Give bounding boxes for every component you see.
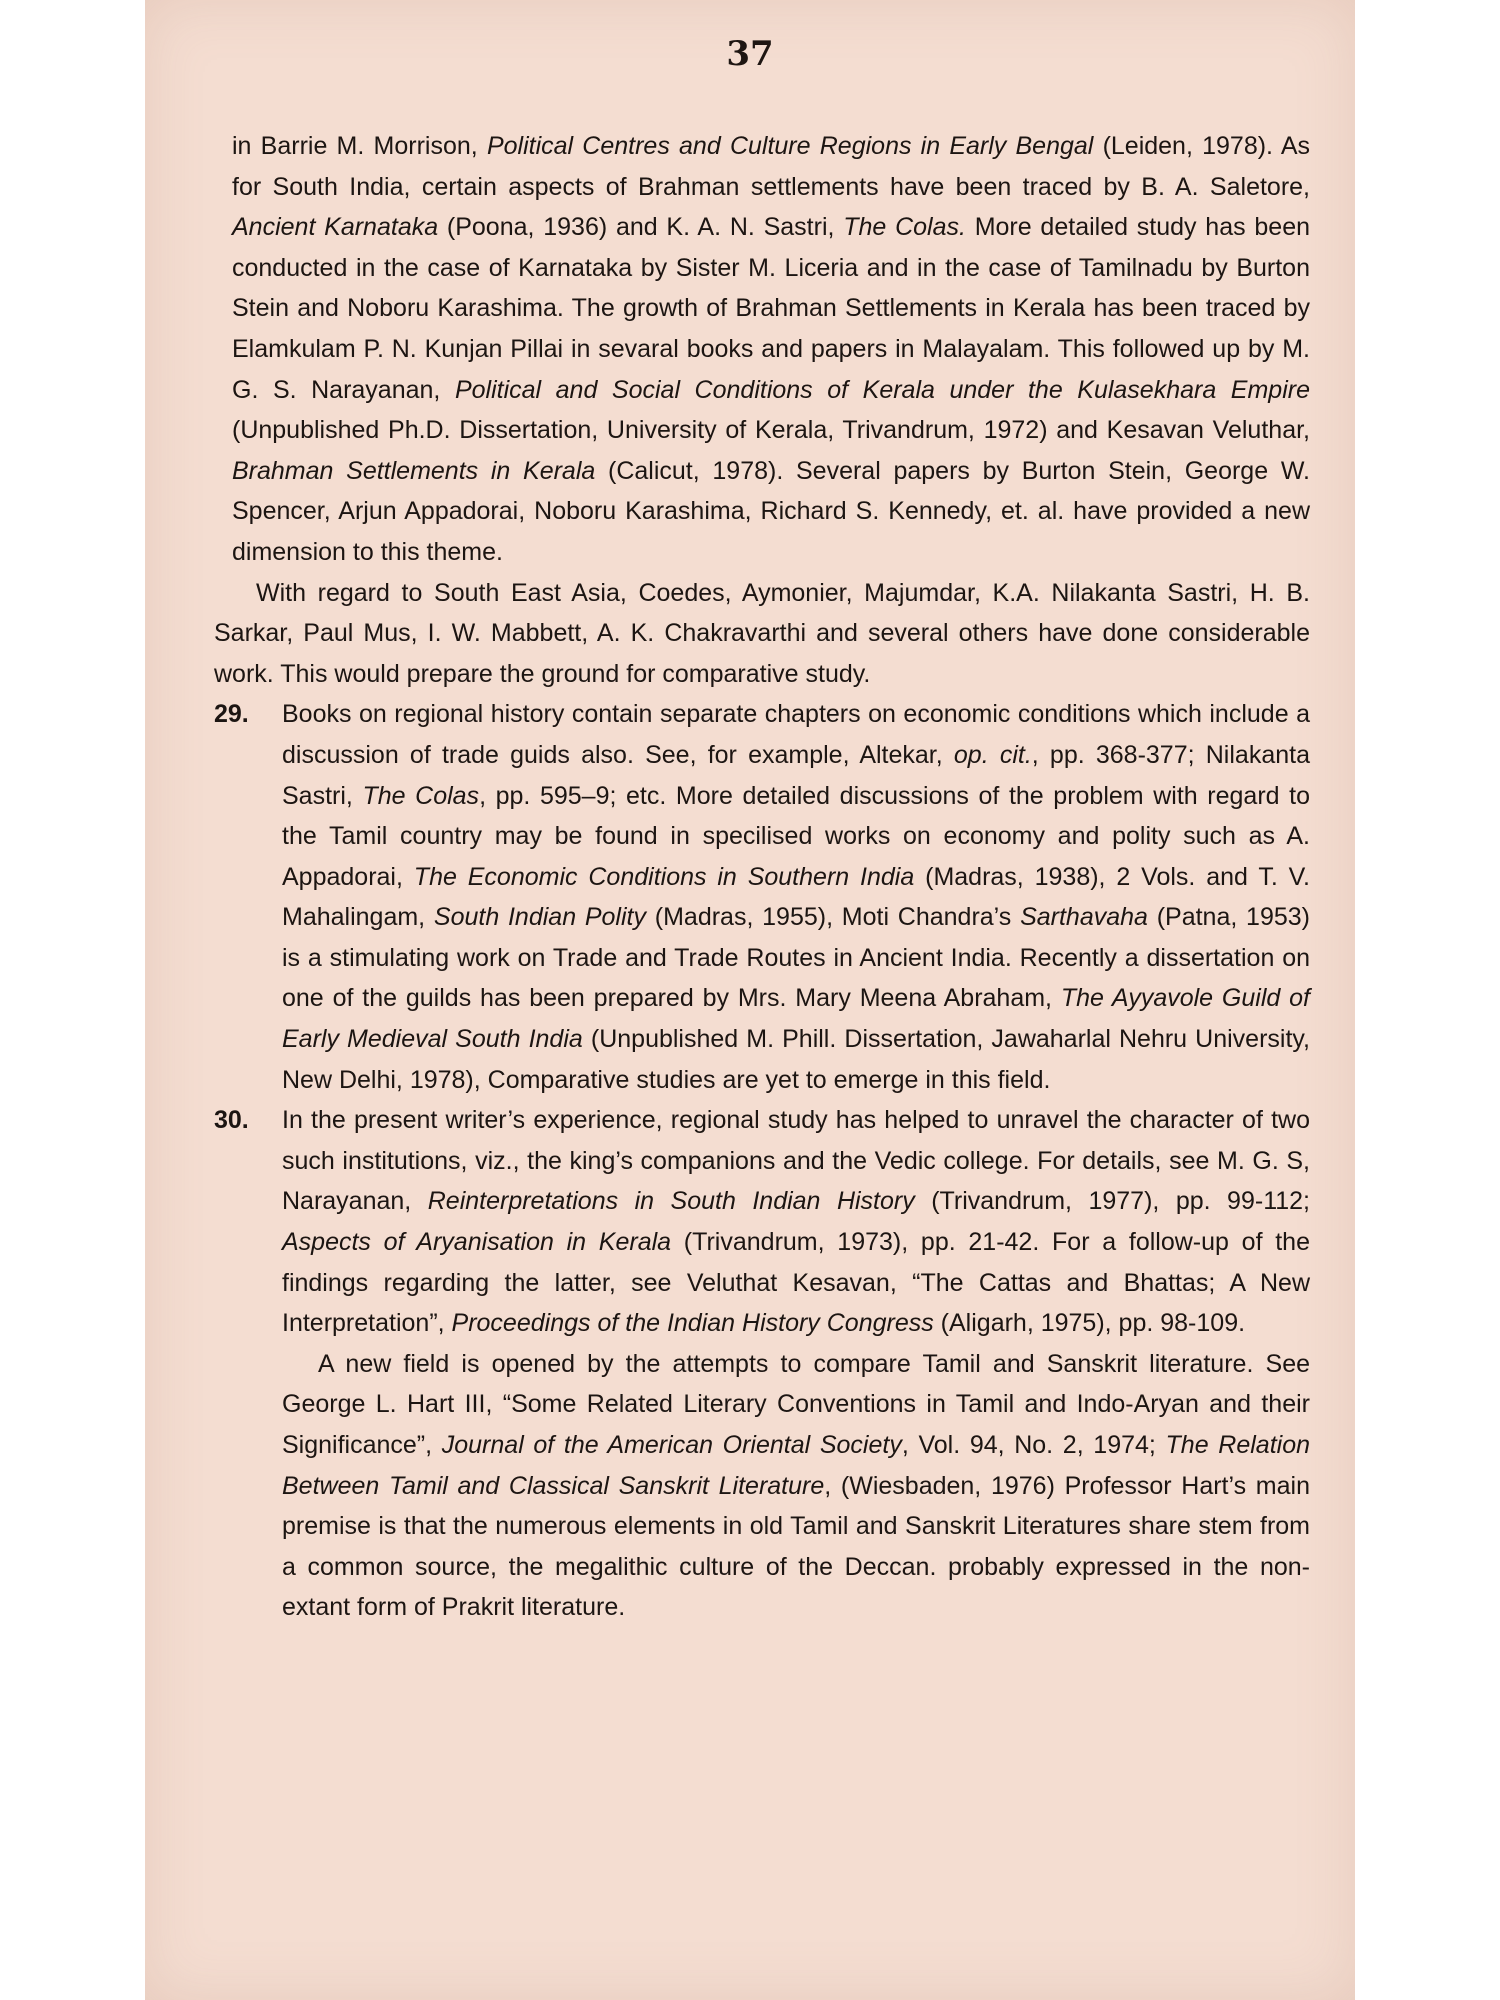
italic-title: The Ayyavole Guild of Early Medieval South India	[282, 984, 1310, 1054]
italic-title: Reinterpretations in South Indian History	[427, 1187, 915, 1216]
text-run: More detailed study has been conducted in the case of Karnataka by Sister M. Liceria and in the case of Tamilnadu by Burton Stein and Noboru Karashima. The growth of Brahman Settlements in Kerala has been traced by Elamkulam P. N. Kunjan Pillai in sevaral books and papers in Malayalam. This followed up by M. G. S. Narayanan,	[232, 213, 1310, 404]
italic-title: Ancient Karnataka	[232, 213, 439, 242]
italic-title: Journal of the American Oriental Society	[441, 1431, 902, 1459]
italic-title: The Colas.	[843, 213, 966, 242]
footnote-number: 29.	[214, 700, 249, 729]
italic-title: Political Centres and Culture Regions in Early Bengal	[486, 132, 1094, 160]
italic-title: op. cit.	[953, 740, 1032, 769]
text-run: A new field is opened by the attempts to compare Tamil and Sanskrit literature. See George L. Hart III, “Some Related Literary Conventions in Tamil and Indo-Aryan and their Significance”,	[282, 1349, 1310, 1459]
text-run: (Calicut, 1978). Several papers by Burton Stein, George W. Spencer, Arjun Appadorai, Noboru Karashima, Richard S. Kennedy, et. al. have provided a new dimension to this theme.	[232, 456, 1310, 566]
text-run: Books on regional history contain separate chapters on economic conditions which include a discussion of trade guids also. See, for example, Altekar,	[282, 700, 1310, 769]
italic-title: Aspects of Aryanisation in Kerala	[282, 1228, 672, 1257]
text-run: (Aligarh, 1975), pp. 98-109.	[933, 1309, 1246, 1338]
text-run: (Madras, 1955), Moti Chandra’s	[646, 903, 1021, 932]
footnote-29	[210, 694, 1310, 1100]
footnote-30-second-paragraph	[210, 1344, 1310, 1628]
italic-title: Brahman Settlements in Kerala	[232, 456, 596, 485]
text-run: (Patna, 1953) is a stimulating work on Trade and Trade Routes in Ancient India. Recently a dissertation on one of the guilds has been prepared by Mrs. Mary Meena Abraham,	[282, 903, 1311, 1013]
text-run: (Trivandrum, 1977), pp. 99-112;	[914, 1187, 1310, 1216]
italic-title: Sarthavaha	[1020, 903, 1148, 932]
text-run: , (Wiesbaden, 1976) Professor Hart’s main premise is that the numerous elements in old Tamil and Sanskrit Literatures share stem from a common source, the megalithic culture of the Deccan. probably expressed in the non-extant form of Prakrit literature.	[282, 1471, 1310, 1622]
footnote-30-text	[282, 1100, 1310, 1344]
text-run: In the present writer’s experience, regional study has helped to unravel the character of two such institutions, viz., the king’s companions and the Vedic college. For details, see M. G. S, Narayanan,	[282, 1106, 1310, 1216]
page-number: 37	[726, 34, 774, 74]
footnote-30	[210, 1100, 1310, 1344]
text-run: (Leiden, 1978). As for South India, certain aspects of Brahman settlements have been traced by B. A. Saletore,	[232, 132, 1311, 201]
footnotes-body	[210, 126, 1310, 1628]
text-run: , pp. 368-377; Nilakanta Sastri,	[282, 740, 1310, 810]
italic-title: The Relation Between Tamil and Classical Sanskrit Literature	[282, 1431, 1310, 1500]
text-run: With regard to South East Asia, Coedes, Aymonier, Majumdar, K.A. Nilakanta Sastri, H. B. Sarkar, Paul Mus, I. W. Mabbett, A. K. Chakravarthi and several others have done considerable work. This would prepare the ground for comparative study.	[214, 578, 1310, 688]
book-page	[145, 0, 1355, 2000]
text-run: (Trivandrum, 1973), pp. 21-42. For a follow-up of the findings regarding the latter, see Veluthat Kesavan, “The Cattas and Bhattas; A New Interpretation”,	[282, 1228, 1310, 1338]
text-run: , Vol. 94, No. 2, 1974;	[901, 1431, 1166, 1459]
footnote-29-text	[282, 694, 1310, 1100]
text-run: (Unpublished M. Phill. Dissertation, Jawaharlal Nehru University, New Delhi, 1978), Comparative studies are yet to emerge in this field.	[282, 1025, 1311, 1094]
italic-title: Political and Social Conditions of Kerala under the Kulasekhara Empire	[454, 375, 1310, 404]
italic-title: Proceedings of the Indian History Congress	[451, 1309, 934, 1338]
text-run: (Madras, 1938), 2 Vols. and T. V. Mahalingam,	[282, 862, 1310, 932]
text-run: , pp. 595–9; etc. More detailed discussions of the problem with regard to the Tamil country may be found in specilised works on economy and polity such as A. Appadorai,	[282, 781, 1310, 891]
text-run: in Barrie M. Morrison,	[232, 132, 487, 160]
italic-title: South Indian Polity	[433, 903, 646, 932]
footnote-number: 30.	[214, 1106, 249, 1135]
southeast-asia-paragraph	[210, 573, 1310, 695]
italic-title: The Economic Conditions in Southern India	[413, 862, 915, 891]
italic-title: The Colas	[362, 781, 480, 810]
text-run: (Poona, 1936) and K. A. N. Sastri,	[438, 213, 844, 242]
text-run: (Unpublished Ph.D. Dissertation, University of Kerala, Trivandrum, 1972) and Kesavan Veluthar,	[232, 416, 1310, 445]
note-28-continuation	[210, 126, 1310, 573]
